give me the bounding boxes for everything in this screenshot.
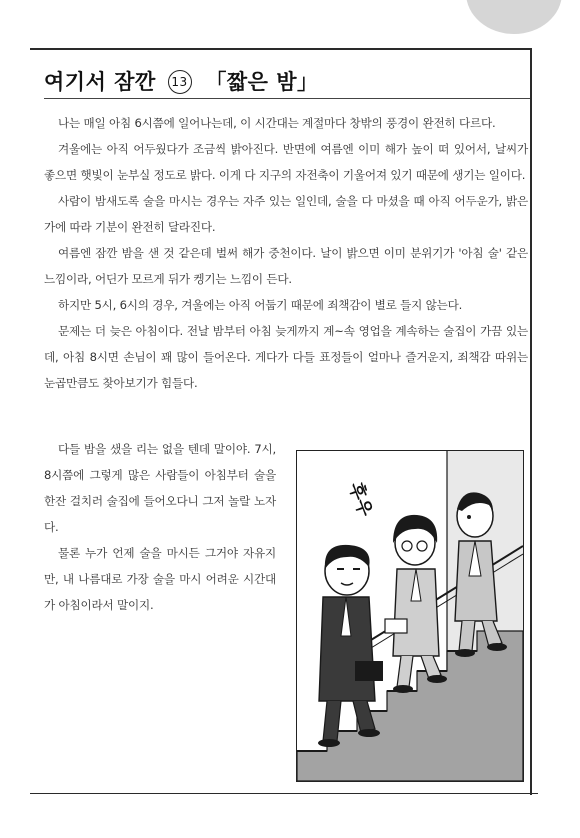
paragraph: 다들 밤을 샜을 리는 없을 텐데 말이야. 7시, 8시쯤에 그렇게 많은 사람들이 아침부터 술을 한잔 걸치러 술집에 들어오다니 그저 놀랄 노자다. [44, 442, 276, 534]
title-prefix: 여기서 잠깐 [44, 70, 156, 94]
cartoon-drawing [297, 451, 523, 781]
paragraph: 사람이 밤새도록 술을 마시는 경우는 자주 있는 일인데, 술을 다 마셨을 때 아직 어두운가, 밝은가에 따라 기분이 완전히 달라진다. [44, 194, 528, 234]
paragraph: 물론 누가 언제 술을 마시든 그거야 자유지만, 내 나름대로 가장 술을 마시 어려운 시간대가 아침이라서 말이지. [44, 546, 276, 612]
paragraph: 겨울에는 아직 어두웠다가 조금씩 밝아진다. 반면에 여름엔 이미 해가 높이 떠 있어서, 날씨가 좋으면 햇빛이 눈부실 정도로 밝다. 이게 다 지구의 자전축이 기울어져 있기 때문에 생기는 일이다. [44, 142, 528, 182]
sound-effect-text: 후우 [344, 479, 376, 520]
essay-body-narrow [44, 436, 276, 618]
paragraph: 하지만 5시, 6시의 경우, 겨울에는 아직 어둡기 때문에 죄책감이 별로 들지 않는다. [58, 298, 463, 312]
bottom-rule [30, 793, 538, 794]
title-text: 「짧은 밤」 [205, 70, 319, 94]
title-number-badge: 13 [168, 70, 192, 94]
corner-decoration [466, 0, 562, 34]
page-title [44, 66, 319, 96]
essay-body [44, 110, 528, 396]
title-divider [44, 98, 530, 99]
paragraph: 나는 매일 아침 6시쯤에 일어나는데, 이 시간대는 계절마다 창밖의 풍경이 완전히 다르다. [58, 116, 496, 130]
cartoon-illustration [296, 450, 524, 782]
paragraph: 여름엔 잠깐 밤을 샌 것 같은데 벌써 해가 중천이다. 날이 밝으면 이미 분위기가 '아침 술' 같은 느낌이라, 어딘가 모르게 뒤가 켕기는 느낌이 든다. [44, 246, 528, 286]
paragraph: 문제는 더 늦은 아침이다. 전날 밤부터 아침 늦게까지 계~속 영업을 계속하는 술집이 가끔 있는데, 아침 8시면 손님이 꽤 많이 들어온다. 게다가 다들 표정들이 얼마나 즐거운지, 죄책감 따위는 눈곱만큼도 찾아보기가 힘들다. [44, 324, 528, 390]
